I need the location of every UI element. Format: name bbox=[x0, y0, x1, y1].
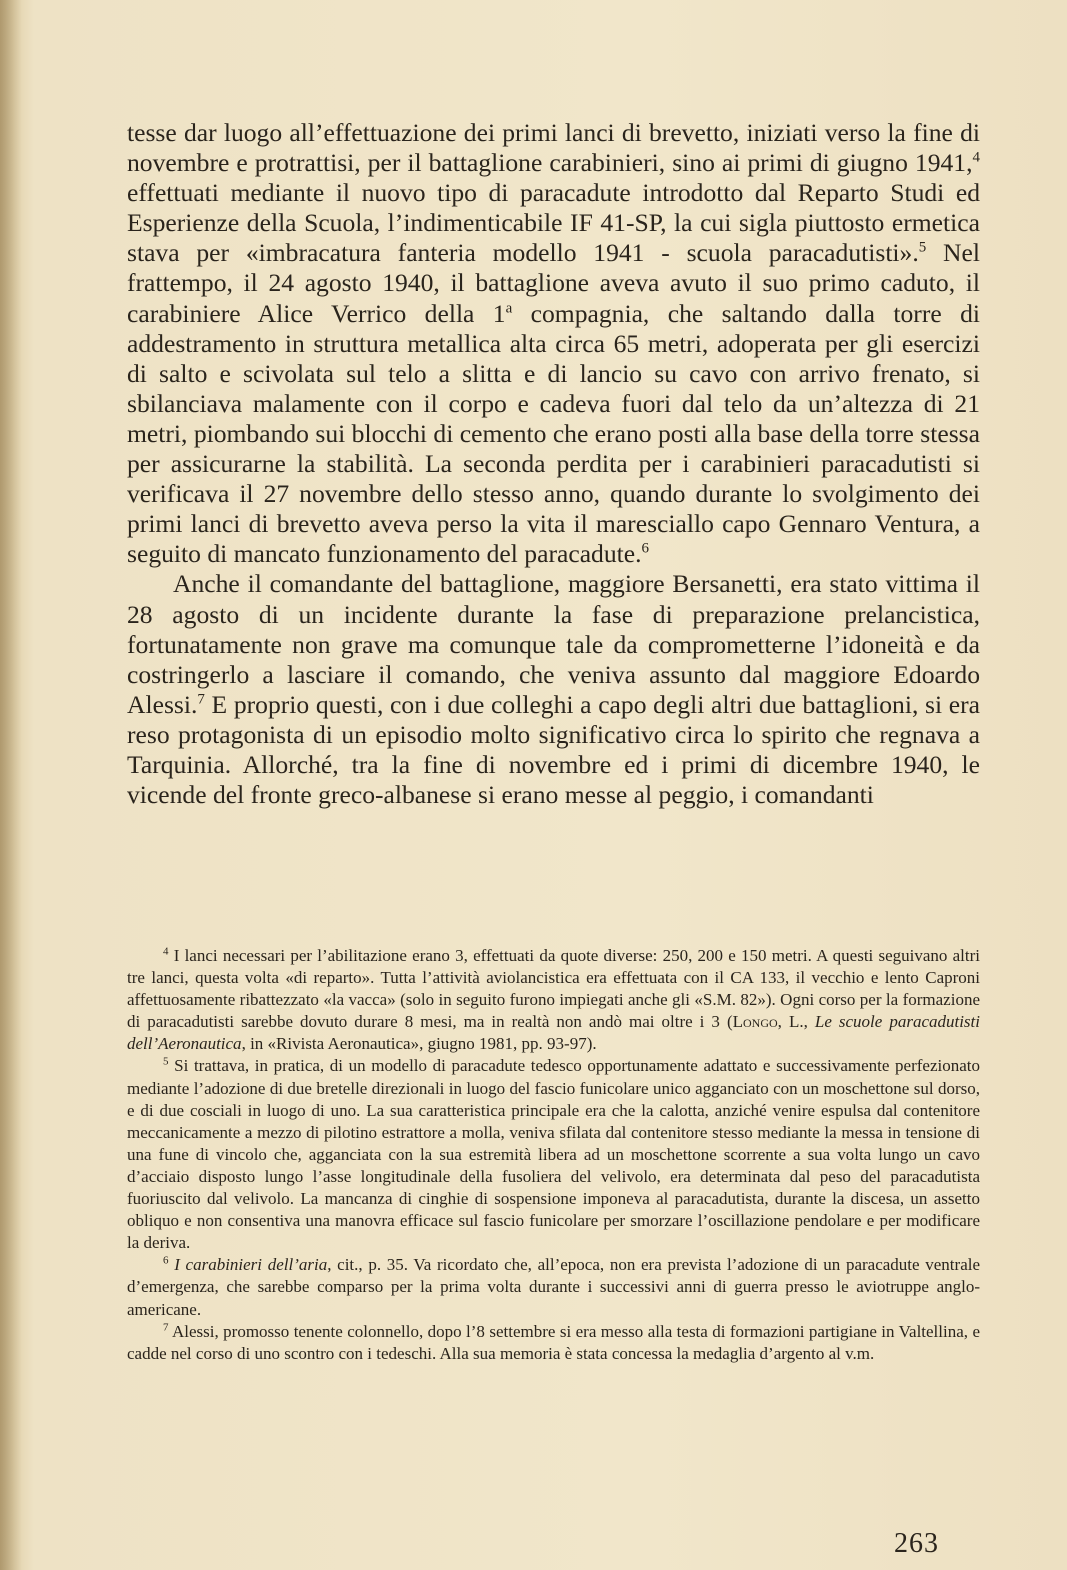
page-number: 263 bbox=[894, 1528, 939, 1559]
footnote-text: Si trattava, in pratica, di un modello di paracadute tedesco opportunamente adattato e successivamente perfezionato mediante l’adozione di due bretelle direzionali in luogo del fascio funicolare unico agganciato con un moschettone sul dorso, e di due cosciali in luogo di uno. La sua caratteristica principale era che la calotta, anziché venire espulsa dal contenitore meccanicamente a mezzo di pilotino estrattore a molla, veniva sfilata dal contenitore stesso mediante la messa in tensione di una fune di vincolo che, agganciata con la sua estremità libera ad un moschettone scorrente a sua volta lungo un cavo d’acciaio disposto lungo l’asse longitudinale della fusoliera del velivolo, era determinata dal peso del paracadutista fuoriuscito dal velivolo. La mancanza di cinghie di sospensione imponeva al paracadutista, durante la discesa, un assetto obliquo e non consentiva una manovra efficace sul fascio funicolare per smorzare l’oscillazione pendolare e per modificare la deriva. bbox=[127, 1056, 980, 1253]
footnote-mark: 4 bbox=[163, 945, 169, 958]
text-run: Anche il comandante del battaglione, maggiore Bersanetti, era stato vittima il 28 agosto di un incidente durante la fase di preparazione prelancistica, fortunatamente non grave ma comunque tale da comprometterne l’idoneità e da costringerlo a lasciare il comando, che veniva assunto dal maggiore Edoardo Alessi. bbox=[127, 569, 980, 719]
ordinal-indicator: a bbox=[505, 300, 513, 317]
footnote-title: Le scuole paracadutisti dell’Aeronautica bbox=[127, 1012, 980, 1054]
footnote-text: I lanci necessari per l’abilitazione erano 3, effettuati da quote diverse: 250, 200 e 150 metri. A questi seguivano altri tre lanci, questa volta «di reparto». Tutta l’attività aviolancistica era effettuata con il CA 133, il vecchio e lento Caproni affettuosamente ribattezzato «la vacca» (solo in seguito furono impiegati anche gli «S.M. 82»). Ogni corso per la formazione di paracadutisti sarebbe dovuto durare 8 mesi, ma in realtà non andò mai oltre i 3 ( bbox=[127, 946, 980, 1032]
footnote-text: , L., bbox=[777, 1012, 815, 1032]
footnote-mark: 7 bbox=[163, 1320, 169, 1333]
footnote-ref-7[interactable]: 7 bbox=[197, 691, 205, 708]
footnote-author: Longo bbox=[732, 1012, 778, 1032]
text-run: compagnia, che saltando dalla torre di addestramento in struttura metallica alta circa 65 metri, adoperata per gli esercizi di salto e scivolata sul telo a slitta e di lancio su cavo con arrivo frenato, si sbilanciava malamente con il corpo e cadeva fuori dal telo da un’altezza di 21 metri, piombando sui blocchi di cemento che erano posti alla base della torre stessa per assicurarne la stabilità. La seconda perdita per i carabinieri paracadutisti si verificava il 27 novembre dello stesso anno, quando durante lo svolgimento dei primi lanci di brevetto aveva perso la vita il maresciallo capo Gennaro Ventura, a seguito di mancato funzionamento del paracadute. bbox=[127, 298, 981, 569]
binding-shadow bbox=[0, 0, 22, 1570]
footnote-mark: 5 bbox=[163, 1055, 169, 1068]
footnote-7 bbox=[127, 1321, 980, 1365]
paragraph-2 bbox=[127, 569, 980, 810]
paragraph-1 bbox=[127, 118, 980, 569]
footnote-text: , in «Rivista Aeronautica», giugno 1981, pp. 93-97). bbox=[241, 1034, 597, 1054]
footnote-title: I carabinieri dell’aria bbox=[174, 1255, 328, 1275]
footnote-text: Alessi, promosso tenente colonnello, dopo l’8 settembre si era messo alla testa di formazioni partigiane in Valtellina, e cadde nel corso di uno scontro con i tedeschi. Alla sua memoria è stata concessa la medaglia d’argento al v.m. bbox=[127, 1321, 980, 1363]
footnote-text: , cit., p. 35. Va ricordato che, all’epoca, non era prevista l’adozione di un paracadute ventrale d’emergenza, che sarebbe comparso per la prima volta durante i successivi anni di guerra presso le aviotruppe anglo-americane. bbox=[127, 1255, 981, 1319]
footnote-ref-4[interactable]: 4 bbox=[972, 149, 980, 166]
footnote-6 bbox=[127, 1254, 980, 1320]
footnotes bbox=[127, 945, 980, 1365]
text-run: tesse dar luogo all’effettuazione dei primi lanci di brevetto, iniziati verso la fine di novembre e protrattisi, per il battaglione carabinieri, sino ai primi di giugno 1941, bbox=[127, 118, 980, 178]
footnote-ref-6[interactable]: 6 bbox=[641, 540, 650, 557]
text-run: E proprio questi, con i due colleghi a capo degli altri due battaglioni, si era reso protagonista di un episodio molto significativo circa lo spirito che regnava a Tarquinia. Allorché, tra la fine di novembre ed i primi di dicembre 1940, le vicende del fronte greco-albanese si erano messe al peggio, i comandanti bbox=[127, 689, 980, 810]
footnote-ref-5[interactable]: 5 bbox=[918, 239, 927, 256]
footnote-mark: 6 bbox=[163, 1254, 169, 1267]
footnote-4 bbox=[127, 945, 980, 1055]
text-run: effettuati mediante il nuovo tipo di paracadute introdotto dal Reparto Studi ed Esperienze della Scuola, l’indimenticabile IF 41-SP, la cui sigla piuttosto ermetica stava per «imbracatura fanteria modello 1941 - scuola paracadutisti». bbox=[127, 178, 980, 268]
text-run: Nel frattempo, il 24 agosto 1940, il battaglione aveva avuto il suo primo caduto, il carabiniere Alice Verrico della 1 bbox=[127, 238, 981, 328]
main-text bbox=[127, 118, 980, 810]
footnote-5 bbox=[127, 1055, 980, 1254]
